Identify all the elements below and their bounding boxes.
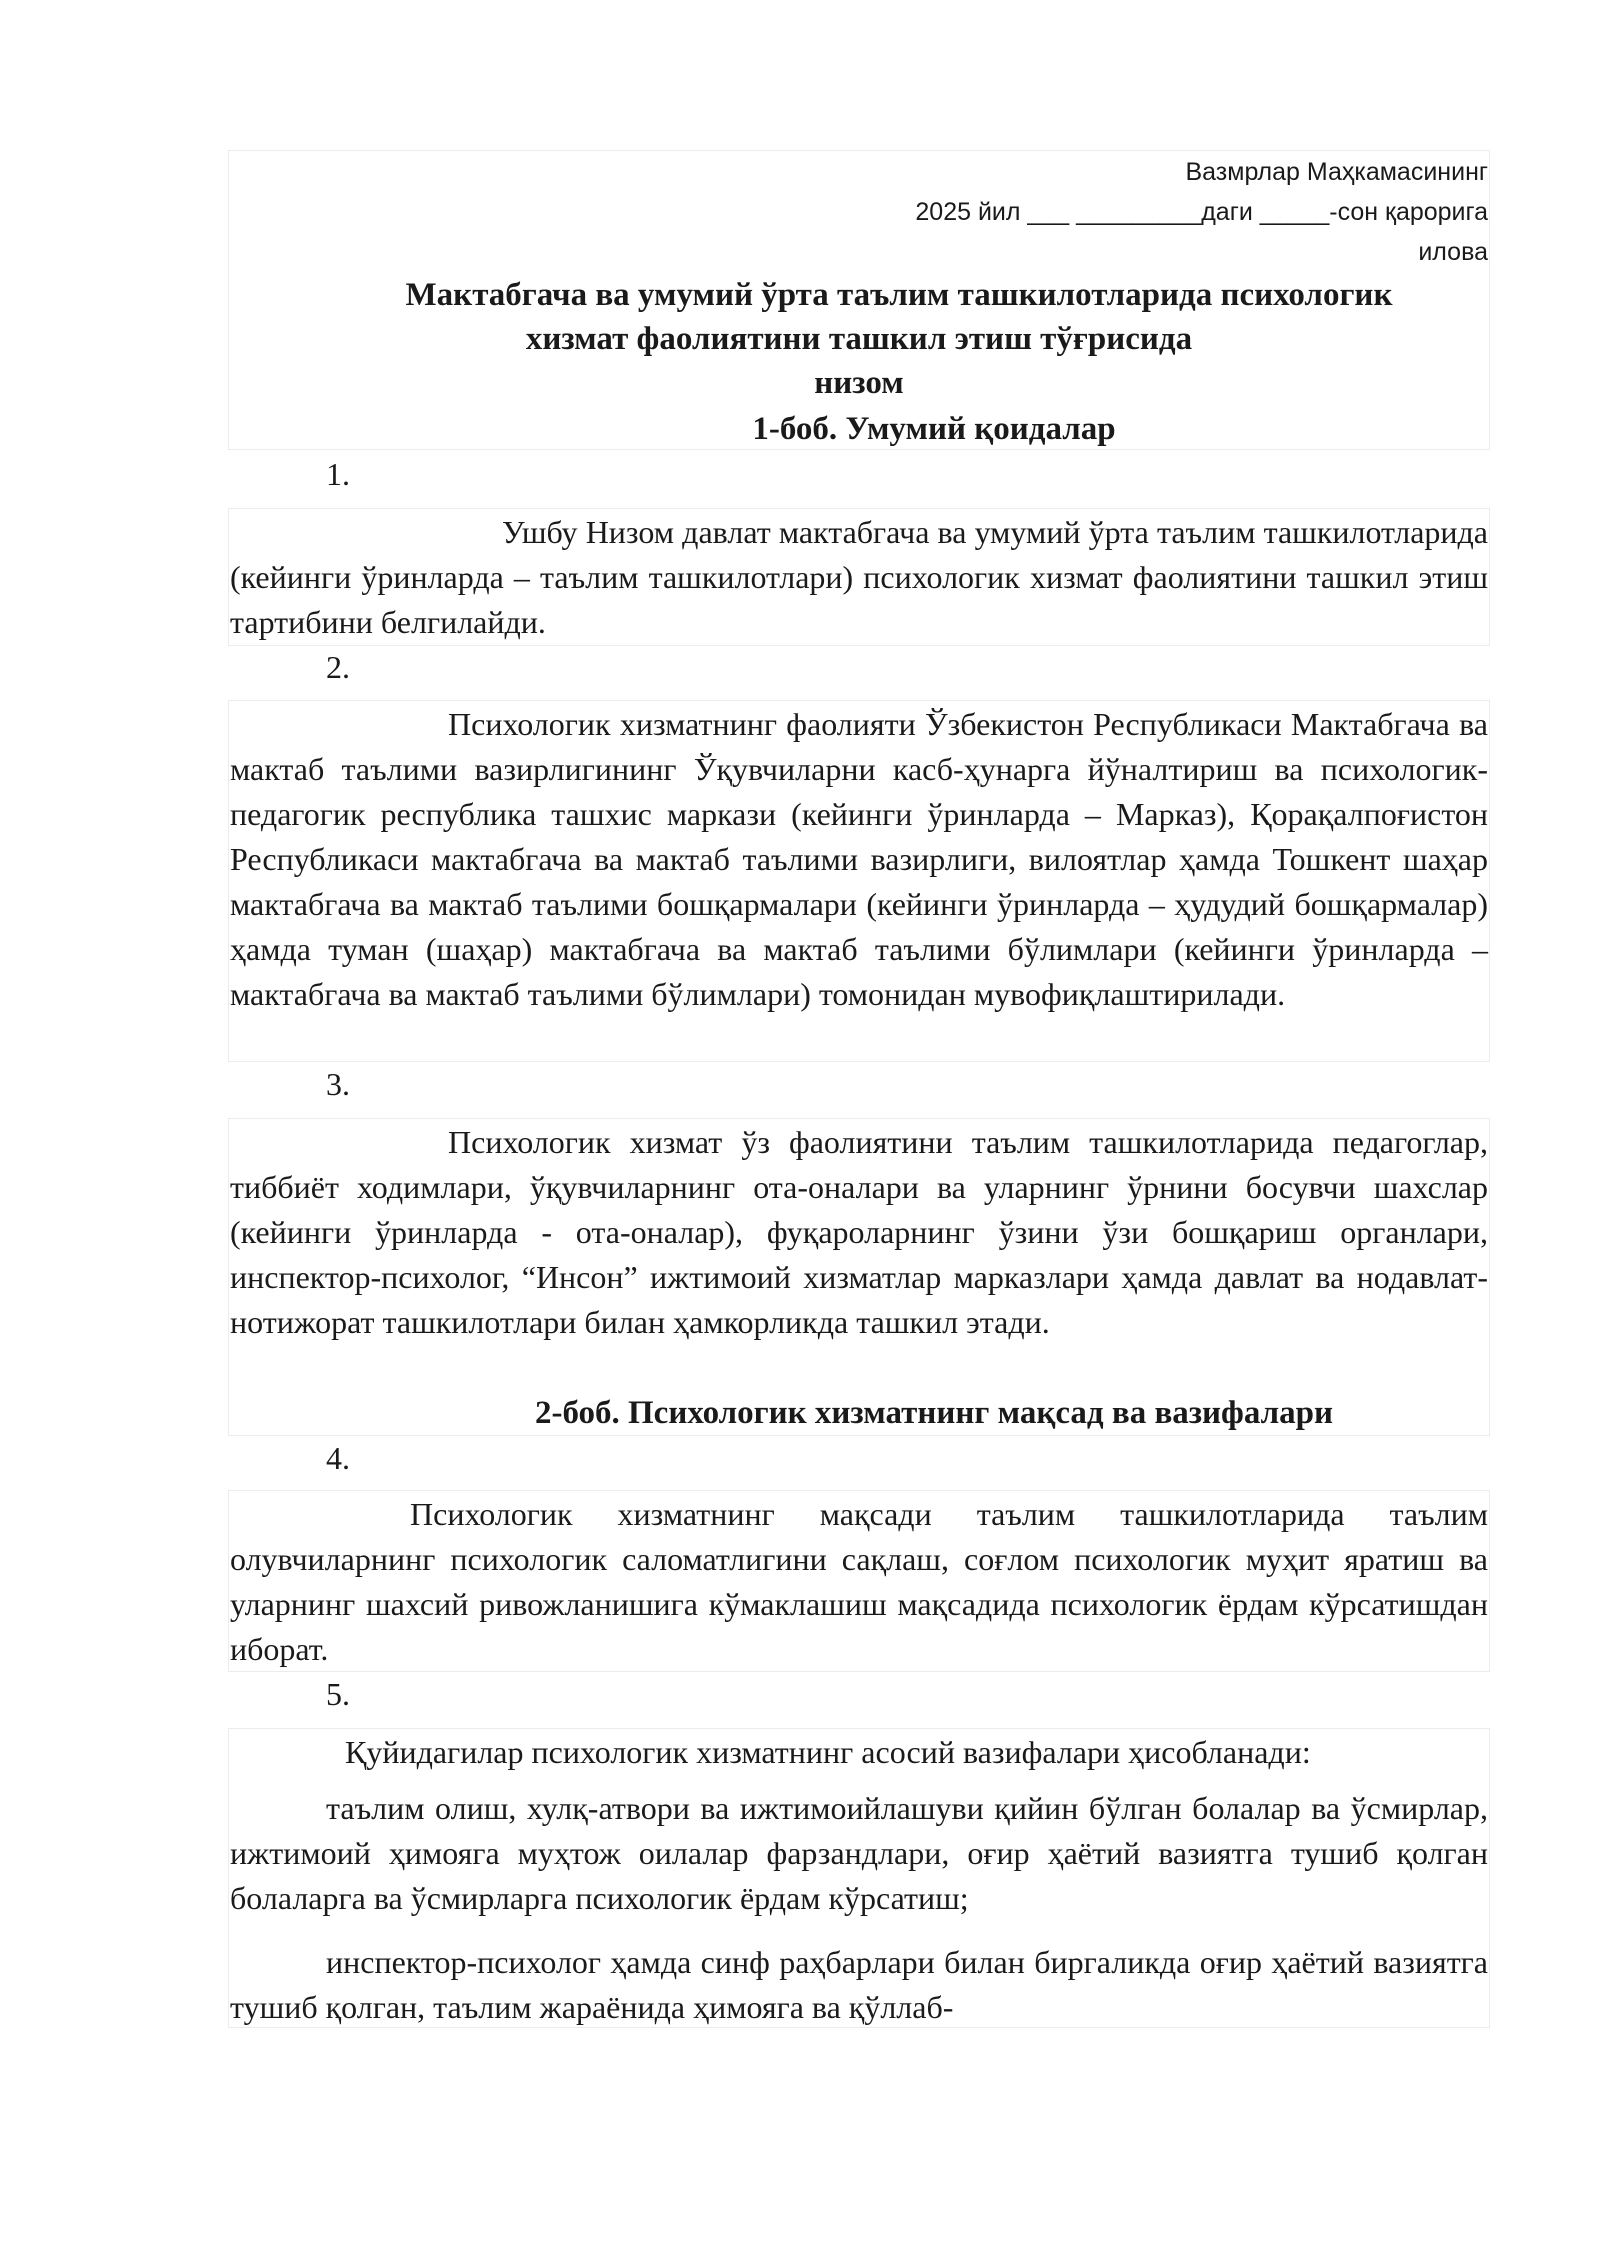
task-paragraph xyxy=(230,1940,1488,2030)
item-text xyxy=(230,1730,1488,1775)
item-text xyxy=(230,1492,1488,1672)
item-text-content: Психологик хизматнинг фаолияти Ўзбекистон Республикаси Мактабгача ва мактаб таълими вазирлигининг Ўқувчиларни касб-ҳунарга йўналтириш ва психологик-педагогик республика ташхис маркази (кейинги ўринларда – Марказ), Қорақалпоғистон Республикаси мактабгача ва мактаб таълими вазирлиги, вилоятлар ҳамда Тошкент шаҳар мактабгача ва мактаб таълими бошқармалари (кейинги ўринларда – ҳудудий бошқармалар) ҳамда туман (шаҳар) мактабгача ва мактаб таълими бўлимлари (кейинги ўринларда – мактабгача ва мактаб таълими бўлимлари) томонидан мувофиқлаштирилади. xyxy=(230,706,1488,1012)
item-number: 5. xyxy=(326,1676,350,1712)
chapter-1-heading: 1-боб. Умумий қоидалар xyxy=(752,411,1116,447)
item-text-content: Ушбу Низом давлат мактабгача ва умумий ўрта таълим ташкилотларида (кейинги ўринларда – таълим ташкилотлари) психологик хизмат фаолиятини ташкил этиш тартибини белгилайди. xyxy=(230,514,1488,640)
task-paragraph xyxy=(230,1786,1488,1921)
task-text: инспектор-психолог ҳамда синф раҳбарлари билан биргаликда оғир ҳаётий вазиятга тушиб қолган, таълим жараёнида ҳимояга ва қўллаб- xyxy=(230,1944,1488,2025)
approval-line-3: илова xyxy=(1418,238,1488,266)
item-number: 4. xyxy=(326,1440,350,1476)
item-text-content: Психологик хизматнинг мақсади таълим ташкилотларида таълим олувчиларнинг психологик саломатлигини сақлаш, соғлом психологик муҳит яратиш ва уларнинг шахсий ривожланишига кўмаклашиш мақсадида психологик ёрдам кўрсатишдан иборат. xyxy=(230,1496,1488,1667)
item-text-content: Қуйидагилар психологик хизматнинг асосий вазифалари ҳисобланади: xyxy=(345,1734,1311,1770)
document-title-line-3: низом xyxy=(814,365,904,401)
approval-note xyxy=(230,152,1488,272)
chapter-2-heading: 2-боб. Психологик хизматнинг мақсад ва вазифалари xyxy=(534,1395,1334,1431)
item-text xyxy=(230,1120,1488,1345)
task-text: таълим олиш, хулқ-атвори ва ижтимоийлашуви қийин бўлган болалар ва ўсмирлар, ижтимоий ҳимояга муҳтож оилалар фарзандлари, оғир ҳаётий вазиятга тушиб қолган болаларга ва ўсмирларга психологик ёрдам кўрсатиш; xyxy=(230,1790,1488,1916)
item-text-content: Психологик хизмат ўз фаолиятини таълим ташкилотларида педагоглар, тиббиёт ходимлари, ўқувчиларнинг ота-оналари ва уларнинг ўрнини босувчи шахслар (кейинги ўринларда - ота-оналар), фуқароларнинг ўзини ўзи бошқариш органлари, инспектор-психолог, “Инсон” ижтимоий хизматлар марказлари ҳамда давлат ва нодавлат-нотижорат ташкилотлари билан ҳамкорликда ташкил этади. xyxy=(230,1124,1488,1340)
item-number: 1. xyxy=(326,456,350,492)
item-number: 3. xyxy=(326,1066,350,1102)
approval-line-2: 2025 йил ___ _________даги _____-сон қарорига xyxy=(915,198,1488,226)
item-text xyxy=(230,702,1488,1017)
item-text xyxy=(230,510,1488,645)
document-title-line-2: хизмат фаолиятини ташкил этиш тўғрисида xyxy=(525,321,1193,357)
document-title-line-1: Мактабгача ва умумий ўрта таълим ташкилотларида психологик xyxy=(405,277,1393,313)
approval-line-1: Вазмрлар Маҳкамасининг xyxy=(1185,158,1488,186)
item-number: 2. xyxy=(326,649,350,685)
